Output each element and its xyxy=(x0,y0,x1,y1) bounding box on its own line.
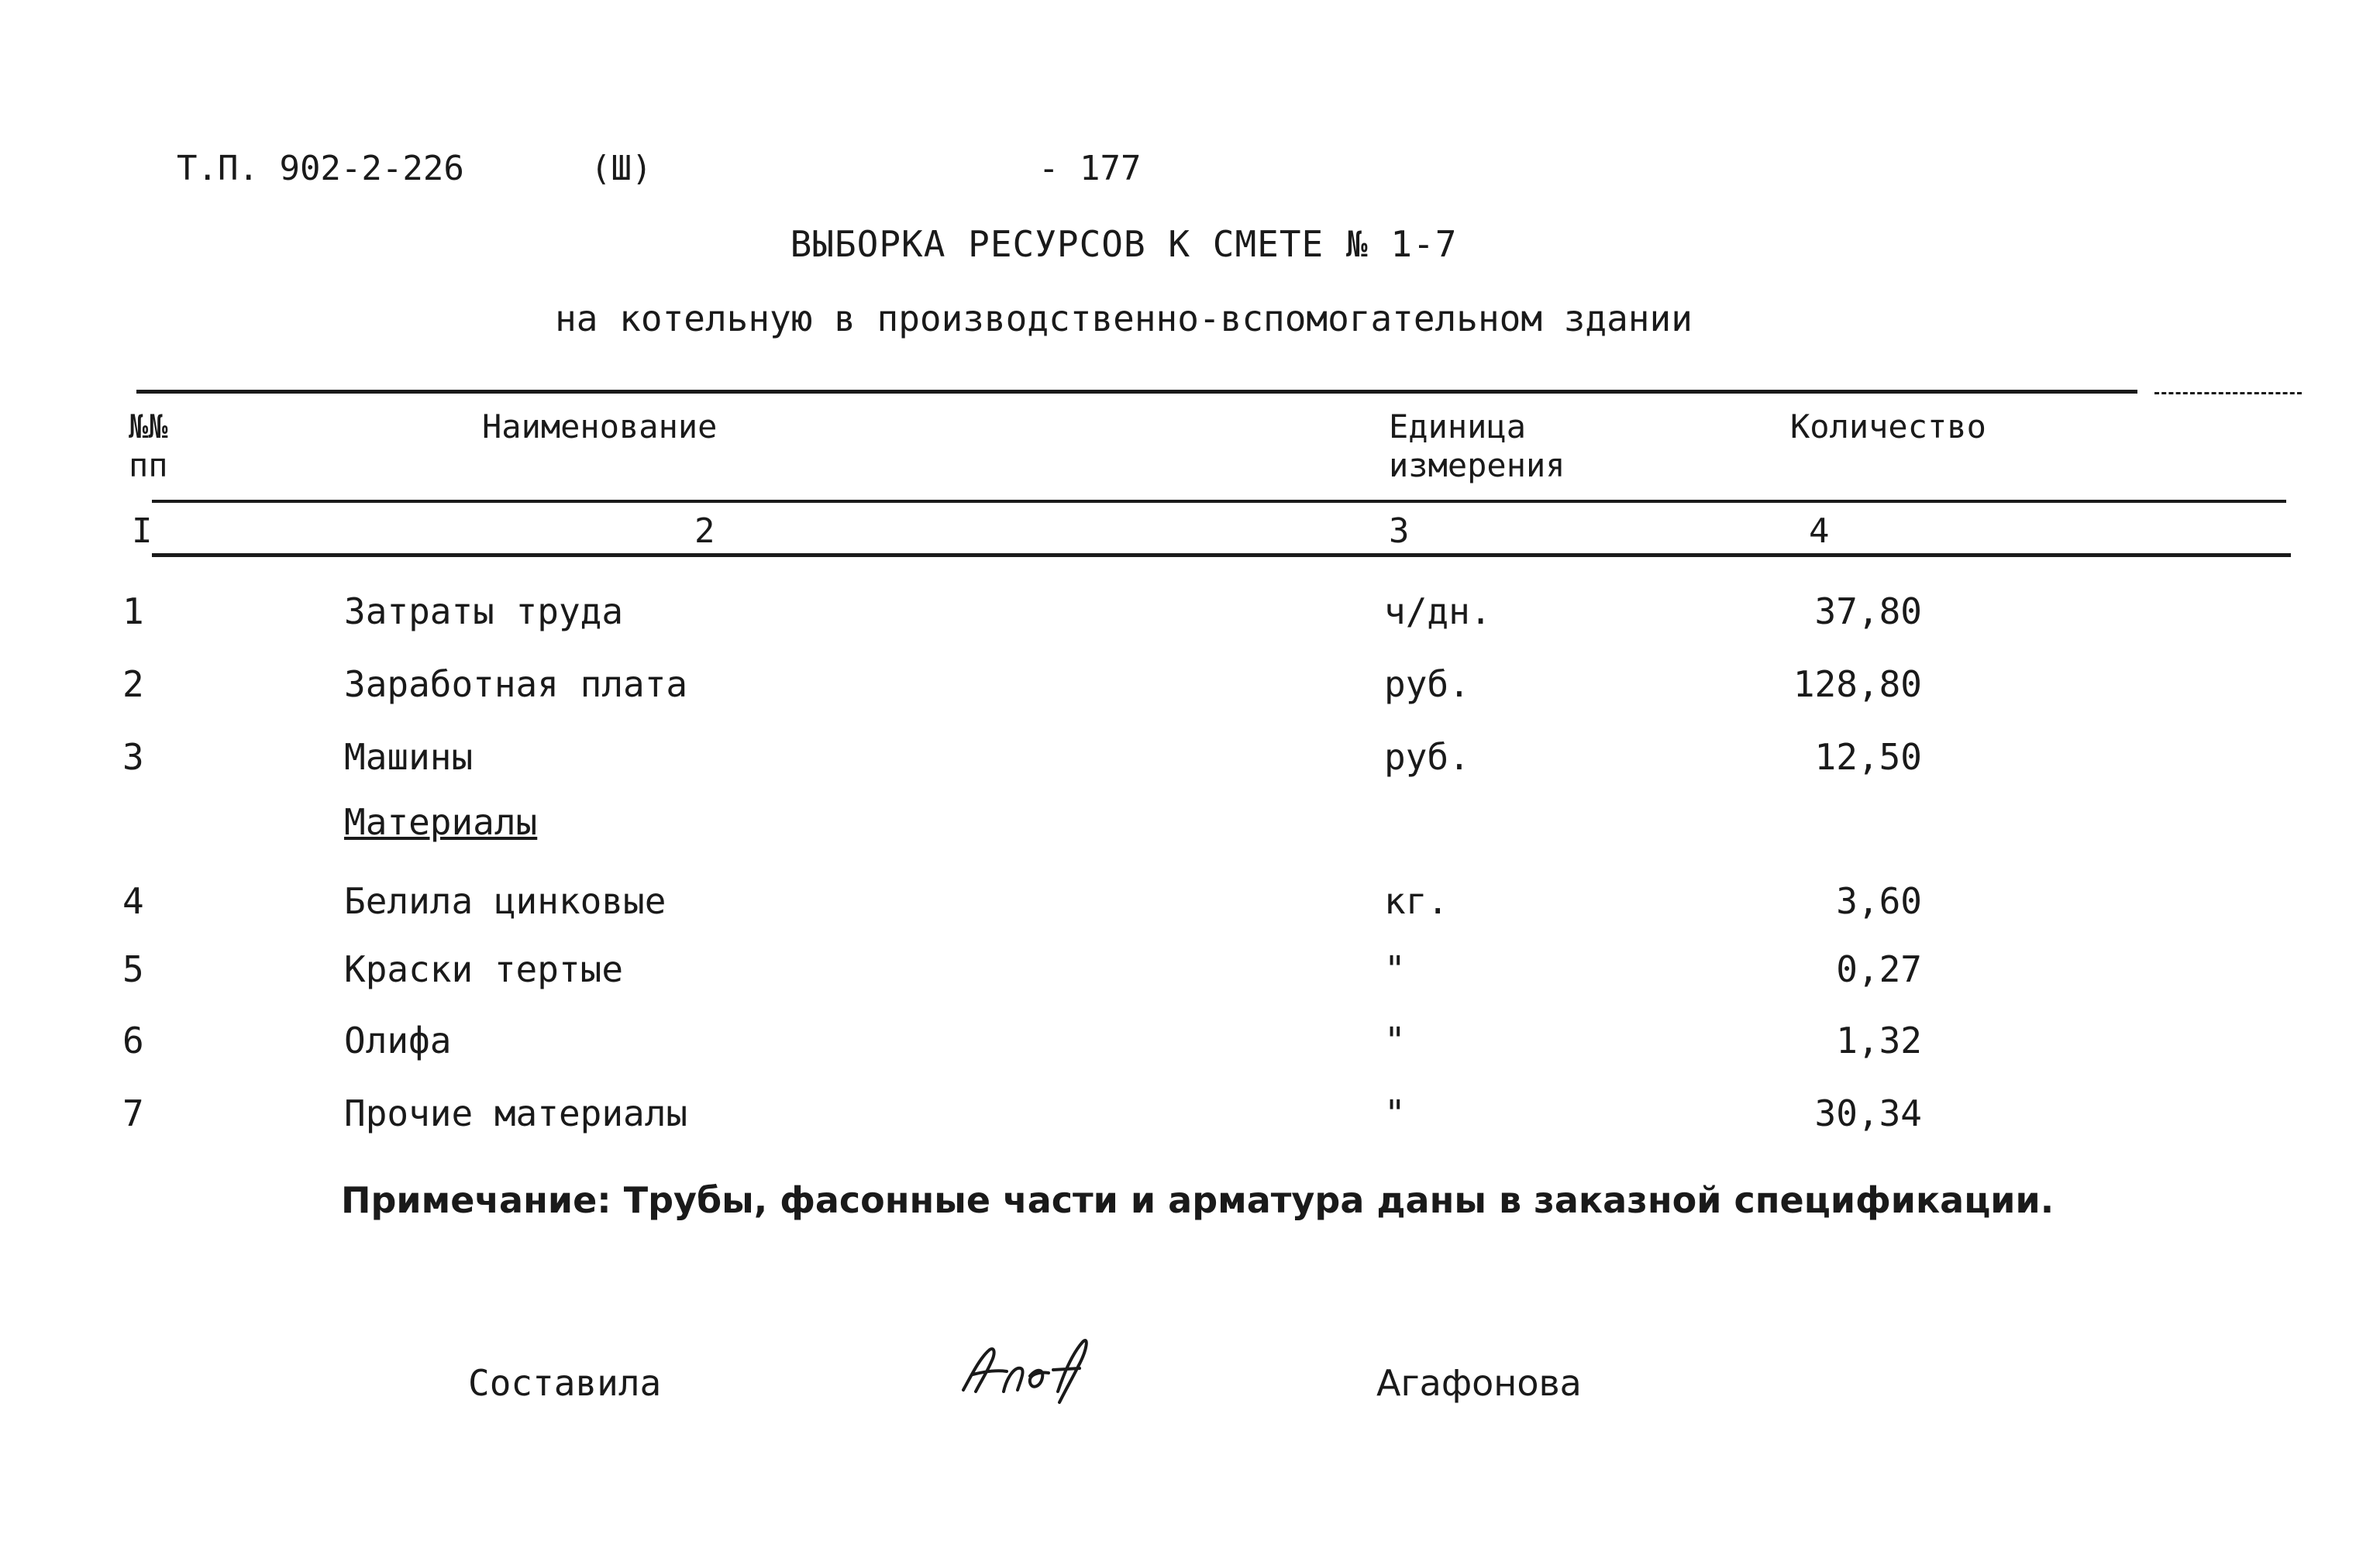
row-name: Краски тертые xyxy=(344,948,624,990)
row-quantity: 3,60 xyxy=(1836,880,1922,922)
column-header-name: Наименование xyxy=(482,408,718,446)
row-quantity: 0,27 xyxy=(1836,948,1922,990)
row-unit: руб. xyxy=(1384,736,1470,778)
volume-number: (Ш) xyxy=(591,149,653,188)
row-quantity: 128,80 xyxy=(1793,663,1922,705)
row-name: Олифа xyxy=(344,1020,452,1061)
document-code: Т.П. 902-2-226 xyxy=(177,149,464,188)
row-name: Белила цинковые xyxy=(344,880,666,922)
column-number: 4 xyxy=(1809,511,1830,551)
row-unit: кг. xyxy=(1384,880,1449,922)
row-unit: " xyxy=(1384,948,1406,990)
row-name: Затраты труда xyxy=(344,590,624,632)
row-quantity: 30,34 xyxy=(1814,1092,1922,1134)
table-top-rule xyxy=(136,390,2137,394)
signer-name: Агафонова xyxy=(1376,1362,1582,1404)
column-header-quantity: Количество xyxy=(1790,408,1986,446)
row-number: 3 xyxy=(122,736,144,778)
row-unit: руб. xyxy=(1384,663,1470,705)
row-number: 4 xyxy=(122,880,144,922)
column-numbers-rule xyxy=(152,553,2291,557)
row-unit: " xyxy=(1384,1020,1406,1061)
page-subtitle: на котельную в производственно-вспомогательном здании xyxy=(555,298,1693,339)
page-title: ВЫБОРКА РЕСУРСОВ К СМЕТЕ № 1-7 xyxy=(790,223,1458,265)
column-number: I xyxy=(132,511,153,551)
table-row xyxy=(0,880,2380,951)
row-number: 2 xyxy=(122,663,144,705)
row-number: 7 xyxy=(122,1092,144,1134)
column-number: 2 xyxy=(694,511,715,551)
table-row xyxy=(0,948,2380,1020)
note-text: Примечание: Трубы, фасонные части и арматура даны в заказной спецификации. xyxy=(341,1179,2055,1221)
table-row xyxy=(0,663,2380,734)
column-number: 3 xyxy=(1389,511,1410,551)
column-header-number: №№ пп xyxy=(129,408,168,484)
table-top-rule-dashed xyxy=(2154,392,2302,394)
section-label-materials: Материалы xyxy=(344,801,538,843)
row-name: Прочие материалы xyxy=(344,1092,688,1134)
row-quantity: 37,80 xyxy=(1814,590,1922,632)
header-separator-rule xyxy=(152,500,2286,503)
row-number: 1 xyxy=(122,590,144,632)
row-name: Машины xyxy=(344,736,474,778)
table-row xyxy=(0,590,2380,662)
row-number: 6 xyxy=(122,1020,144,1061)
page-number: - 177 xyxy=(1038,149,1142,188)
row-number: 5 xyxy=(122,948,144,990)
table-row xyxy=(0,736,2380,807)
handwritten-signature xyxy=(949,1326,1104,1412)
column-header-unit: Единица измерения xyxy=(1389,408,1565,484)
row-quantity: 1,32 xyxy=(1836,1020,1922,1061)
row-unit: ч/дн. xyxy=(1384,590,1492,632)
row-name: Заработная плата xyxy=(344,663,688,705)
row-quantity: 12,50 xyxy=(1814,736,1922,778)
table-row xyxy=(0,1020,2380,1091)
signature-label: Составила xyxy=(468,1362,662,1404)
row-unit: " xyxy=(1384,1092,1406,1134)
table-row xyxy=(0,1092,2380,1164)
